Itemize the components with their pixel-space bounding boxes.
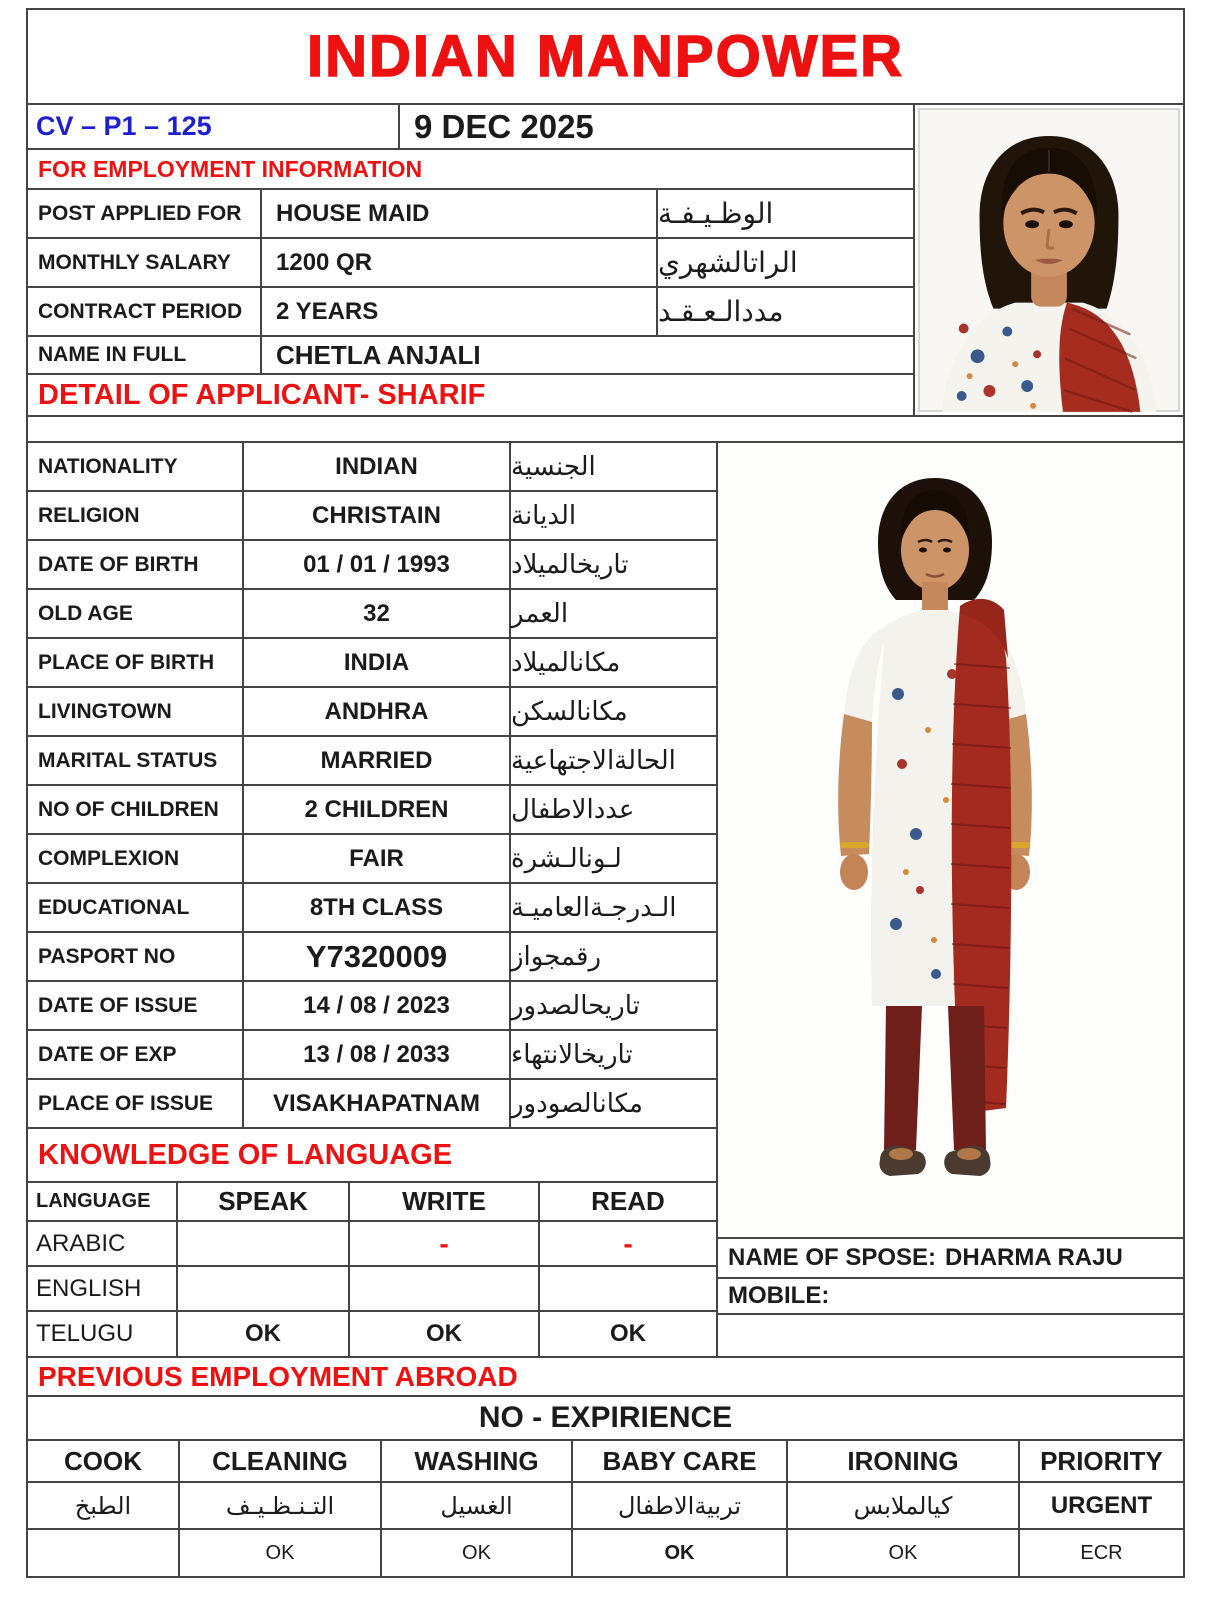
field-value: CHRISTAIN (244, 492, 511, 539)
field-arabic: الحالةالاجتهاعية (511, 745, 676, 776)
write-value: OK (350, 1312, 540, 1356)
language-name: TELUGU (28, 1312, 178, 1356)
field-label: NATIONALITY (28, 443, 244, 490)
field-label: NAME IN FULL (28, 337, 262, 373)
speak-value: OK (178, 1312, 350, 1356)
field-value: Y7320009 (244, 933, 511, 980)
row-marital-status (28, 737, 716, 786)
row-place-of-issue (28, 1080, 716, 1129)
field-value: 13 / 08 / 2033 (244, 1031, 511, 1078)
field-value: ANDHRA (244, 688, 511, 735)
field-label: DATE OF BIRTH (28, 541, 244, 588)
skill-header-ironing: IRONING (788, 1441, 1020, 1481)
skill-value-cleaning: OK (180, 1530, 382, 1576)
row-monthly-salary (28, 239, 913, 288)
skill-header-cleaning: CLEANING (180, 1441, 382, 1481)
field-value: 8TH CLASS (244, 884, 511, 931)
portrait-photo-graphic (918, 107, 1180, 413)
field-label: LIVINGTOWN (28, 688, 244, 735)
write-value (350, 1267, 540, 1310)
row-educational (28, 884, 716, 933)
field-label: PLACE OF BIRTH (28, 639, 244, 686)
field-label: OLD AGE (28, 590, 244, 637)
row-date-of-issue (28, 982, 716, 1031)
field-value: INDIAN (244, 443, 511, 490)
mobile-label: MOBILE: (728, 1282, 830, 1309)
photo-and-spouse-column (718, 443, 1183, 1356)
language-table-header (28, 1183, 716, 1222)
field-label: NO OF CHILDREN (28, 786, 244, 833)
header-fields (28, 105, 915, 415)
field-label: MARITAL STATUS (28, 737, 244, 784)
field-value: CHETLA ANJALI (276, 339, 481, 370)
language-row-arabic (28, 1222, 716, 1267)
field-value: VISAKHAPATNAM (244, 1080, 511, 1127)
row-religion (28, 492, 716, 541)
skill-arabic-ironing: كيالملابس (788, 1483, 1020, 1528)
field-label: MONTHLY SALARY (28, 239, 262, 286)
document-title: INDIAN MANPOWER (28, 10, 1183, 105)
skill-value-ironing: OK (788, 1530, 1020, 1576)
field-label: CONTRACT PERIOD (28, 288, 262, 335)
field-value: MARRIED (244, 737, 511, 784)
language-col-header: LANGUAGE (28, 1183, 178, 1220)
mobile-row (718, 1279, 1183, 1315)
speak-col-header: SPEAK (178, 1183, 350, 1220)
applicant-portrait-photo (915, 105, 1183, 415)
skill-header-washing: WASHING (382, 1441, 573, 1481)
field-arabic: تاريخالانتهاء (511, 1039, 633, 1070)
skill-header-cook: COOK (28, 1441, 180, 1481)
row-passport-no (28, 933, 716, 982)
field-arabic: الوظـيـفـة (658, 197, 774, 230)
cv-reference: CV – P1 – 125 (28, 105, 400, 148)
field-value: 2 YEARS (262, 288, 658, 335)
row-contract-period (28, 288, 913, 337)
applicant-detail-fields (28, 443, 718, 1356)
speak-value (178, 1267, 350, 1310)
row-no-of-children (28, 786, 716, 835)
row-complexion (28, 835, 716, 884)
spouse-name-label: NAME OF SPOSE: (728, 1244, 937, 1271)
field-arabic: مكانالصودور (511, 1088, 643, 1119)
knowledge-of-language-heading: KNOWLEDGE OF LANGUAGE (28, 1129, 716, 1183)
spouse-name-value: DHARMA RAJU (945, 1244, 1123, 1271)
cv-document (26, 8, 1185, 1578)
applicant-full-body-photo (718, 443, 1183, 1239)
field-value: 2 CHILDREN (244, 786, 511, 833)
field-arabic: لـونالـشرة (511, 843, 622, 874)
field-value: 32 (244, 590, 511, 637)
skill-header-baby-care: BABY CARE (573, 1441, 788, 1481)
field-arabic: عددالاطفال (511, 794, 635, 825)
language-row-english (28, 1267, 716, 1312)
read-value: - (623, 1227, 633, 1259)
cv-date: 9 DEC 2025 (414, 107, 594, 145)
skill-value-priority: ECR (1080, 1541, 1123, 1564)
row-date-of-exp (28, 1031, 716, 1080)
spouse-name-row (718, 1239, 1183, 1279)
skills-arabic-row (28, 1483, 1183, 1530)
field-label: PLACE OF ISSUE (28, 1080, 244, 1127)
field-label: DATE OF EXP (28, 1031, 244, 1078)
skill-value-cook (28, 1530, 180, 1576)
field-label: RELIGION (28, 492, 244, 539)
field-arabic: مكانالميلاد (511, 647, 621, 678)
header-section (28, 105, 1183, 417)
skill-arabic-cook: الطبخ (28, 1483, 180, 1528)
field-arabic: مددالـعـقـد (658, 295, 784, 328)
language-row-telugu (28, 1312, 716, 1356)
write-col-header: WRITE (350, 1183, 540, 1220)
row-date-of-birth (28, 541, 716, 590)
row-name-in-full (28, 337, 913, 375)
read-value (540, 1267, 716, 1310)
speak-value (178, 1222, 350, 1265)
field-arabic: تاريخالميلاد (511, 549, 629, 580)
applicant-detail-section (28, 443, 1183, 1358)
field-label: DATE OF ISSUE (28, 982, 244, 1029)
row-old-age (28, 590, 716, 639)
detail-of-applicant-heading: DETAIL OF APPLICANT- SHARIF (38, 378, 486, 411)
field-value: 14 / 08 / 2023 (244, 982, 511, 1029)
read-col-header: READ (591, 1186, 665, 1216)
empty-cell (718, 1315, 1183, 1356)
field-arabic: الراتالشهري (658, 246, 798, 279)
previous-employment-heading: PREVIOUS EMPLOYMENT ABROAD (28, 1358, 1183, 1397)
employment-info-heading-row (28, 150, 913, 190)
field-label: PASPORT NO (28, 933, 244, 980)
field-label: COMPLEXION (28, 835, 244, 882)
skills-header-row (28, 1441, 1183, 1483)
cv-reference-row (28, 105, 913, 150)
language-name: ENGLISH (28, 1267, 178, 1310)
skill-value-washing: OK (382, 1530, 573, 1576)
skill-arabic-cleaning: التـنـظـيـف (180, 1483, 382, 1528)
field-label: EDUCATIONAL (28, 884, 244, 931)
language-name: ARABIC (28, 1222, 178, 1265)
skill-arabic-washing: الغسيل (382, 1483, 573, 1528)
field-label: POST APPLIED FOR (28, 190, 262, 237)
field-arabic: رقمجواز (511, 941, 602, 972)
field-arabic: الـدرجـةالعاميـة (511, 892, 677, 923)
full-body-photo-graphic (720, 444, 1181, 1236)
spacer-row (28, 417, 1183, 443)
skills-value-row (28, 1530, 1183, 1576)
employment-info-heading: FOR EMPLOYMENT INFORMATION (38, 155, 423, 182)
write-value: - (350, 1222, 540, 1265)
row-livingtown (28, 688, 716, 737)
field-value: FAIR (244, 835, 511, 882)
skill-header-priority: PRIORITY (1040, 1445, 1163, 1476)
field-value: 1200 QR (262, 239, 658, 286)
experience-status: NO - EXPIRIENCE (28, 1397, 1183, 1441)
field-arabic: مكانالسكن (511, 696, 628, 727)
row-post-applied (28, 190, 913, 239)
field-value: 01 / 01 / 1993 (244, 541, 511, 588)
read-value: OK (610, 1320, 646, 1347)
detail-heading-row (28, 375, 913, 415)
field-arabic: الديانة (511, 500, 577, 531)
row-nationality (28, 443, 716, 492)
skill-arabic-baby-care: تربيةالاطفال (573, 1483, 788, 1528)
skill-value-baby-care: OK (573, 1530, 788, 1576)
field-arabic: العمر (511, 598, 569, 629)
field-value: HOUSE MAID (262, 190, 658, 237)
field-arabic: الجنسية (511, 451, 596, 482)
priority-urgency: URGENT (1050, 1491, 1153, 1519)
field-value: INDIA (244, 639, 511, 686)
field-arabic: تاريحالصدور (511, 990, 640, 1021)
row-place-of-birth (28, 639, 716, 688)
